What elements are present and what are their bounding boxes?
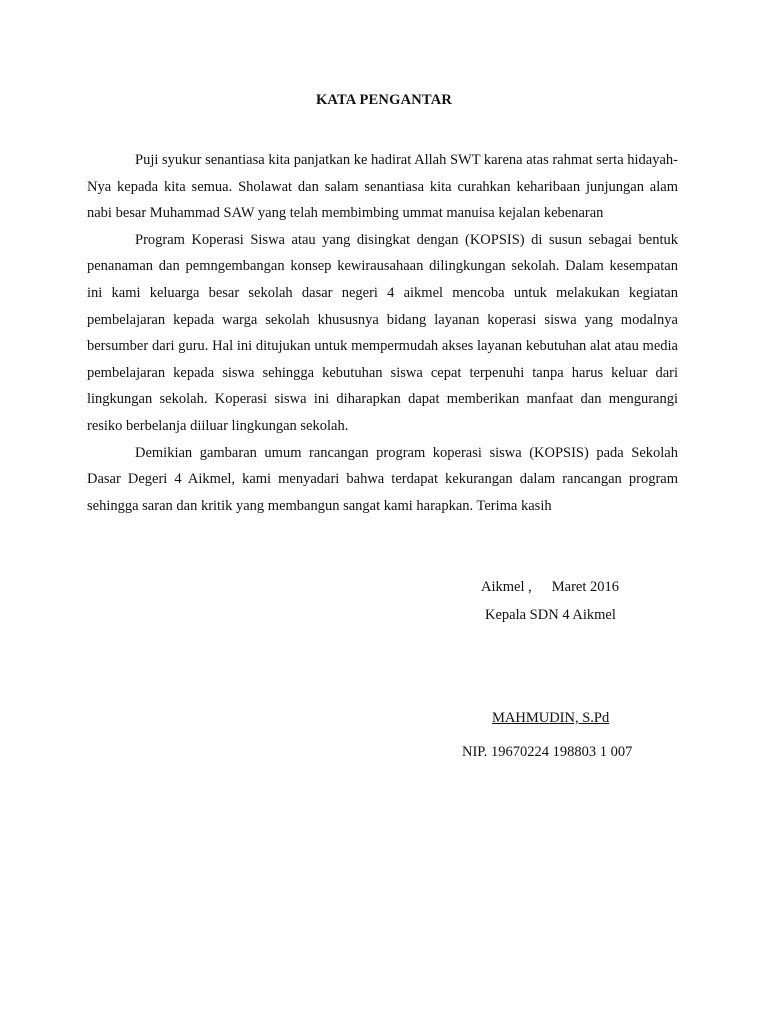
signature-place-date [481,579,619,596]
document-body [87,147,678,519]
signature-role: Kepala SDN 4 Aikmel [485,607,616,623]
signature-place: Aikmel , [481,579,532,595]
signature-nip: NIP. 19670224 198803 1 007 [462,744,633,760]
document-title: KATA PENGANTAR [315,92,453,108]
signature-date: Maret 2016 [551,579,619,595]
signature-name: MAHMUDIN, S.Pd [492,710,610,726]
paragraph-opening: Puji syukur senantiasa kita panjatkan ke hadirat Allah SWT karena atas rahmat serta hidayah-Nya kepada kita semua. Sholawat dan salam senantiasa kita curahkan keharibaan junjungan alam nabi besar Muhammad SAW yang telah membimbing ummat manuisa kejalan kebenaran [87,152,678,222]
paragraph-closing: Demikian gambaran umum rancangan program koperasi siswa (KOPSIS) pada Sekolah Dasar Degeri 4 Aikmel, kami menyadari bahwa terdapat kekurangan dalam rancangan program sehingga saran dan kritik yang membangun sangat kami harapkan. Terima kasih [87,444,678,514]
paragraph-program: Program Koperasi Siswa atau yang disingkat dengan (KOPSIS) di susun sebagai bentuk penanaman dan pemngembangan konsep kewirausahaan dilingkungan sekolah. Dalam kesempatan ini kami keluarga besar sekolah dasar negeri 4 aikmel mencoba untuk melakukan kegiatan pembelajaran kepada warga sekolah khususnya bidang layanan koperasi siswa yang modalnya bersumber dari guru. Hal ini ditujukan untuk mempermudah akses layanan kebutuhan alat atau media pembelajaran kepada siswa sehingga kebutuhan siswa cepat terpenuhi tanpa harus keluar dari lingkungan sekolah. Koperasi siswa ini diharapkan dapat memberikan manfaat dan mengurangi resiko berbelanja diiluar lingkungan sekolah. [87,231,678,434]
